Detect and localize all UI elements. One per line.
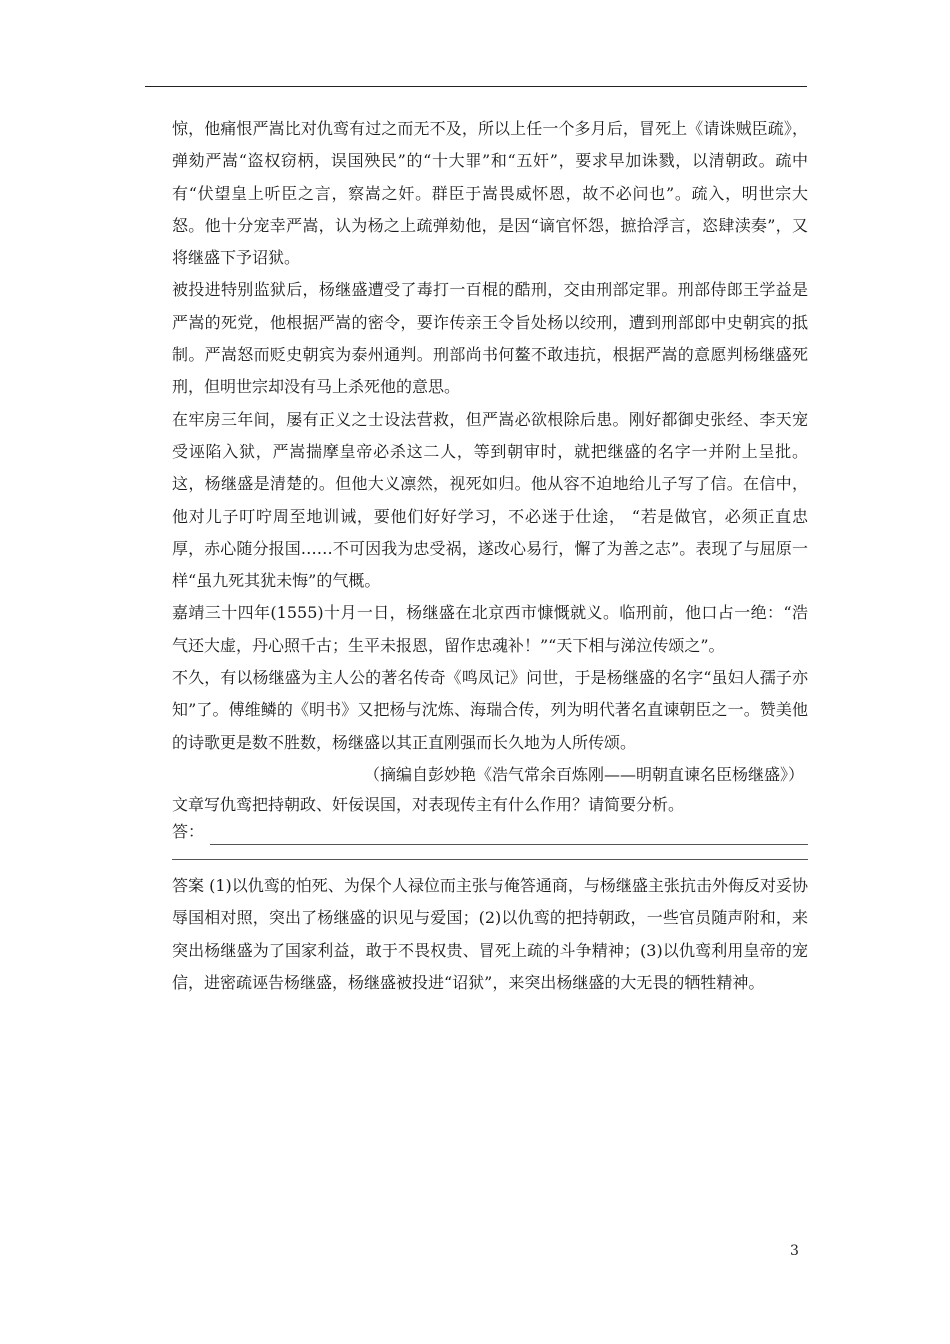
source-citation: （摘编自彭妙艳《浩气常余百炼刚——明朝直谏名臣杨继盛》） (363, 764, 804, 784)
paragraph-4: 嘉靖三十四年(1555)十月一日，杨继盛在北京西市慷慨就义。临刑前，他口占一绝：“浩气还大虚，丹心照千古；生平未报恩，留作忠魂补！”“天下相与涕泣传颂之”。 (172, 603, 808, 655)
header-rule (145, 86, 807, 87)
answer-line (172, 819, 808, 845)
answer-blank-rule-2 (172, 845, 808, 860)
answer-blank-rule (210, 830, 808, 845)
paragraph-2: 被投进特别监狱后，杨继盛遭受了毒打一百棍的酷刑，交由刑部定罪。刑部侍郎王学益是严嵩的死党，他根据严嵩的密令，要诈传亲王令旨处杨以绞刑，遭到刑部郎中史朝宾的抵制。严嵩怒而贬史朝宾为泰州通判。刑部尚书何鳌不敢违抗，根据严嵩的意愿判杨继盛死刑，但明世宗却没有马上杀死他的意思。 (172, 280, 808, 397)
answer-label: 答： (172, 821, 205, 841)
paragraph-3: 在牢房三年间，屡有正义之士设法营救，但严嵩必欲根除后患。刚好都御史张经、李天宠受诬陷入狱，严嵩揣摩皇帝必杀这二人，等到朝审时，就把继盛的名字一并附上呈批。这，杨继盛是清楚的。但他大义凛然，视死如归。他从容不迫地给儿子写了信。在信中，他对儿子叮咛周至地训诫，要他们好好学习，不必迷于仕途， “若是做官，必须正直忠厚，赤心随分报国……不可因我为忠受祸，遂改心易行，懈了为善之志”。表现了与屈原一样“虽九死其犹未悔”的气概。 (172, 409, 808, 591)
answer-text: 答案 (1)以仇鸾的怕死、为保个人禄位而主张与俺答通商，与杨继盛主张抗击外侮反对妥协辱国相对照，突出了杨继盛的识见与爱国；(2)以仇鸾的把持朝政，一些官员随声附和，来突出杨继盛为了国家利益，敢于不畏权贵、冒死上疏的斗争精神；(3)以仇鸾利用皇帝的宠信，进密疏诬告杨继盛，杨继盛被投进“诏狱”，来突出杨继盛的大无畏的牺牲精神。 (172, 875, 808, 992)
page-number: 3 (790, 1243, 799, 1259)
question-text: 文章写仇鸾把持朝政、奸佞误国，对表现传主有什么作用？请简要分析。 (172, 794, 685, 814)
paragraph-1: 惊，他痛恨严嵩比对仇鸾有过之而无不及，所以上任一个多月后，冒死上《请诛贼臣疏》，弹劾严嵩“盗权窃柄，误国殃民”的“十大罪”和“五奸”，要求早加诛戮，以清朝政。疏中有“伏望皇上听臣之言，察嵩之奸。群臣于嵩畏威怀恩，故不必问也”。疏入，明世宗大怒。他十分宠幸严嵩，认为杨之上疏弹劾他，是因“谪官怀怨，摭拾浮言，恣肆渎奏”，又将继盛下予诏狱。 (172, 119, 808, 268)
paragraph-5: 不久，有以杨继盛为主人公的著名传奇《鸣凤记》问世，于是杨继盛的名字“虽妇人孺子亦知”了。傅维鳞的《明书》又把杨与沈炼、海瑞合传，列为明代著名直谏朝臣之一。赞美他的诗歌更是数不胜数，杨继盛以其正直刚强而长久地为人所传颂。 (172, 668, 808, 752)
document-body (172, 113, 808, 999)
